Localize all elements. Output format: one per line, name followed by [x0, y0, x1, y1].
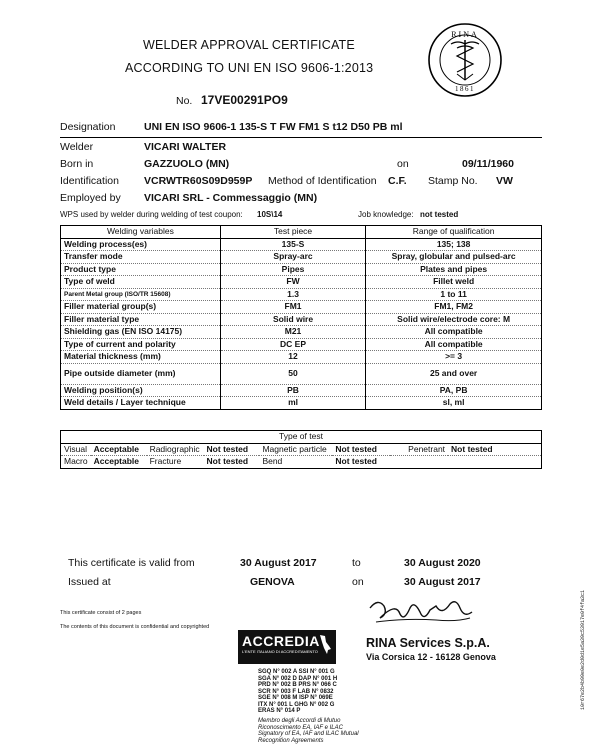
test-result: Not tested — [332, 443, 390, 456]
mla-line: Recognition Agreements — [258, 737, 324, 744]
range-value: 135; 138 — [366, 238, 542, 251]
variable-name: Pipe outside diameter (mm) — [61, 363, 221, 384]
signature-image — [366, 594, 476, 630]
wps-label: WPS used by welder during welding of test coupon: — [60, 210, 243, 219]
mla-line: Riconoscimento EA, IAF e ILAC — [258, 724, 343, 731]
test-name: Penetrant — [390, 443, 448, 456]
range-value: 25 and over — [366, 363, 542, 384]
test-piece-value: M21 — [220, 326, 365, 339]
seal-top-text: RINA — [451, 30, 479, 39]
issued-place: GENOVA — [250, 576, 295, 588]
variable-name: Transfer mode — [61, 251, 221, 264]
table-row — [61, 263, 542, 276]
table-row — [61, 238, 542, 251]
table-row — [61, 313, 542, 326]
test-piece-value: FM1 — [220, 301, 365, 314]
table-row — [61, 397, 542, 410]
test-piece-value: Spray-arc — [220, 251, 365, 264]
stamp-label: Stamp No. — [428, 175, 478, 187]
employed-value: VICARI SRL - Commessaggio (MN) — [144, 192, 318, 204]
variable-name: Parent Metal group (ISO/TR 15608) — [61, 288, 221, 301]
test-name: Fracture — [147, 456, 204, 469]
identification-label: Identification — [60, 175, 119, 187]
table-header-row — [61, 431, 542, 444]
variable-name: Welding position(s) — [61, 384, 221, 397]
rina-seal-logo — [427, 22, 503, 98]
mla-line: Membro degli Accordi di Mutuo — [258, 718, 341, 724]
accredia-code: SGQ N° 002 A SSI N° 001 G — [258, 669, 335, 675]
table-row — [61, 301, 542, 314]
accredia-name: ACCREDIA — [242, 633, 320, 649]
table-row — [61, 326, 542, 339]
table-row — [61, 351, 542, 364]
born-on-label: on — [397, 158, 409, 170]
valid-to-label: to — [352, 557, 361, 569]
born-date-value: 09/11/1960 — [462, 158, 514, 170]
welding-variables-table — [60, 225, 542, 410]
range-value: Solid wire/electrode core: M — [366, 313, 542, 326]
company-address: Via Corsica 12 - 16128 Genova — [366, 652, 496, 662]
valid-from-date: 30 August 2017 — [240, 557, 317, 569]
accredia-code: SGA N° 002 D DAP N° 001 H — [258, 675, 338, 682]
accredia-logo — [238, 630, 336, 664]
issued-at-label: Issued at — [68, 576, 111, 588]
range-value: sl, ml — [366, 397, 542, 410]
table-row — [61, 384, 542, 397]
test-piece-value: PB — [220, 384, 365, 397]
range-value: Plates and pipes — [366, 263, 542, 276]
welder-value: VICARI WALTER — [144, 141, 227, 153]
range-value: 1 to 11 — [366, 288, 542, 301]
job-knowledge-label: Job knowledge: — [358, 210, 414, 219]
test-result: Not tested — [204, 443, 260, 456]
variable-name: Filler material group(s) — [61, 301, 221, 314]
number-label: No. — [176, 95, 193, 107]
certificate-number: 17VE00291PO9 — [201, 93, 288, 107]
table-row — [61, 276, 542, 289]
header-test-piece: Test piece — [220, 226, 365, 239]
test-result: Acceptable — [91, 443, 147, 456]
certificate-title: WELDER APPROVAL CERTIFICATE — [143, 38, 355, 52]
accredia-subtitle: L'ENTE ITALIANO DI ACCREDITAMENTO — [242, 649, 318, 654]
variable-name: Welding process(es) — [61, 238, 221, 251]
wps-value: 10S\14 — [257, 210, 283, 219]
range-value: FM1, FM2 — [366, 301, 542, 314]
variable-name: Weld details / Layer technique — [61, 397, 221, 410]
range-value: >= 3 — [366, 351, 542, 364]
table-row — [61, 251, 542, 264]
test-piece-value: Solid wire — [220, 313, 365, 326]
test-name: Bend — [259, 456, 332, 469]
test-result: Not tested — [332, 456, 390, 469]
table-row — [61, 338, 542, 351]
method-label: Method of Identification — [268, 175, 377, 187]
type-of-test-table — [60, 430, 542, 469]
stamp-value: VW — [496, 175, 513, 187]
range-value: Fillet weld — [366, 276, 542, 289]
test-piece-value: FW — [220, 276, 365, 289]
test-name: Radiographic — [147, 443, 204, 456]
test-result — [448, 456, 541, 469]
test-name: Visual — [61, 443, 91, 456]
test-piece-value: ml — [220, 397, 365, 410]
test-piece-value: 50 — [220, 363, 365, 384]
test-name — [390, 456, 448, 469]
test-piece-value: 12 — [220, 351, 365, 364]
accredia-code: ERAS N° 014 P — [258, 708, 301, 714]
company-name: RINA Services S.p.A. — [366, 636, 490, 650]
range-value: All compatible — [366, 326, 542, 339]
variable-name: Type of weld — [61, 276, 221, 289]
table-header-row — [61, 226, 542, 239]
pages-note: This certificate consist of 2 pages — [60, 610, 142, 616]
range-value: PA, PB — [366, 384, 542, 397]
test-result: Acceptable — [91, 456, 147, 469]
variable-name: Type of current and polarity — [61, 338, 221, 351]
accredia-code: SGE N° 008 M ISP N° 069E — [258, 695, 333, 701]
born-value: GAZZUOLO (MN) — [144, 158, 230, 170]
italy-map-icon — [318, 634, 332, 656]
certificate-subtitle: ACCORDING TO UNI EN ISO 9606-1:2013 — [125, 61, 374, 75]
variable-name: Filler material type — [61, 313, 221, 326]
table-row — [61, 456, 542, 469]
test-piece-value: 135-S — [220, 238, 365, 251]
variable-name: Shielding gas (EN ISO 14175) — [61, 326, 221, 339]
range-value: Spray, globular and pulsed-arc — [366, 251, 542, 264]
accredia-mla — [258, 718, 359, 744]
range-value: All compatible — [366, 338, 542, 351]
seal-year: 1861 — [455, 85, 475, 93]
accredia-code: PRD N° 002 B PRS N° 066 C — [258, 682, 337, 688]
header-welding-variables: Welding variables — [61, 226, 221, 239]
confidential-note: The contents of this document is confidential and copyrighted — [60, 624, 210, 630]
test-piece-value: Pipes — [220, 263, 365, 276]
employed-label: Employed by — [60, 192, 121, 204]
variable-name: Product type — [61, 263, 221, 276]
valid-from-label: This certificate is valid from — [68, 557, 195, 569]
header-range: Range of qualification — [366, 226, 542, 239]
test-name: Magnetic particle — [259, 443, 332, 456]
variable-name: Material thickness (mm) — [61, 351, 221, 364]
issued-date: 30 August 2017 — [404, 576, 481, 588]
designation-value: UNI EN ISO 9606-1 135-S T FW FM1 S t12 D50 PB ml — [144, 121, 403, 133]
issued-on-label: on — [352, 576, 364, 588]
table-row — [61, 443, 542, 456]
accredia-code: ITX N° 001 L GHG N° 002 G — [258, 701, 335, 708]
side-code-text: 10r67e2b4b99e0e2d0d1e5a39c53917e0f4fa3c1 — [580, 589, 586, 710]
method-value: C.F. — [388, 175, 407, 187]
valid-to-date: 30 August 2020 — [404, 557, 481, 569]
table-row — [61, 363, 542, 384]
accredia-code: SCR N° 003 F LAB N° 0832 — [258, 688, 334, 695]
mla-line: Signatory of EA, IAF and ILAC Mutual — [258, 731, 359, 737]
type-of-test-header: Type of test — [61, 431, 542, 444]
test-piece-value: 1.3 — [220, 288, 365, 301]
side-document-code — [580, 530, 590, 710]
designation-label: Designation — [60, 121, 116, 133]
identification-value: VCRWTR60S09D959P — [144, 175, 253, 187]
test-piece-value: DC EP — [220, 338, 365, 351]
test-name: Macro — [61, 456, 91, 469]
test-result: Not tested — [448, 443, 541, 456]
job-knowledge-value: not tested — [420, 210, 459, 219]
welder-label: Welder — [60, 141, 94, 153]
born-label: Born in — [60, 158, 94, 170]
accredia-codes — [258, 669, 337, 715]
table-row — [61, 288, 542, 301]
test-result: Not tested — [204, 456, 260, 469]
